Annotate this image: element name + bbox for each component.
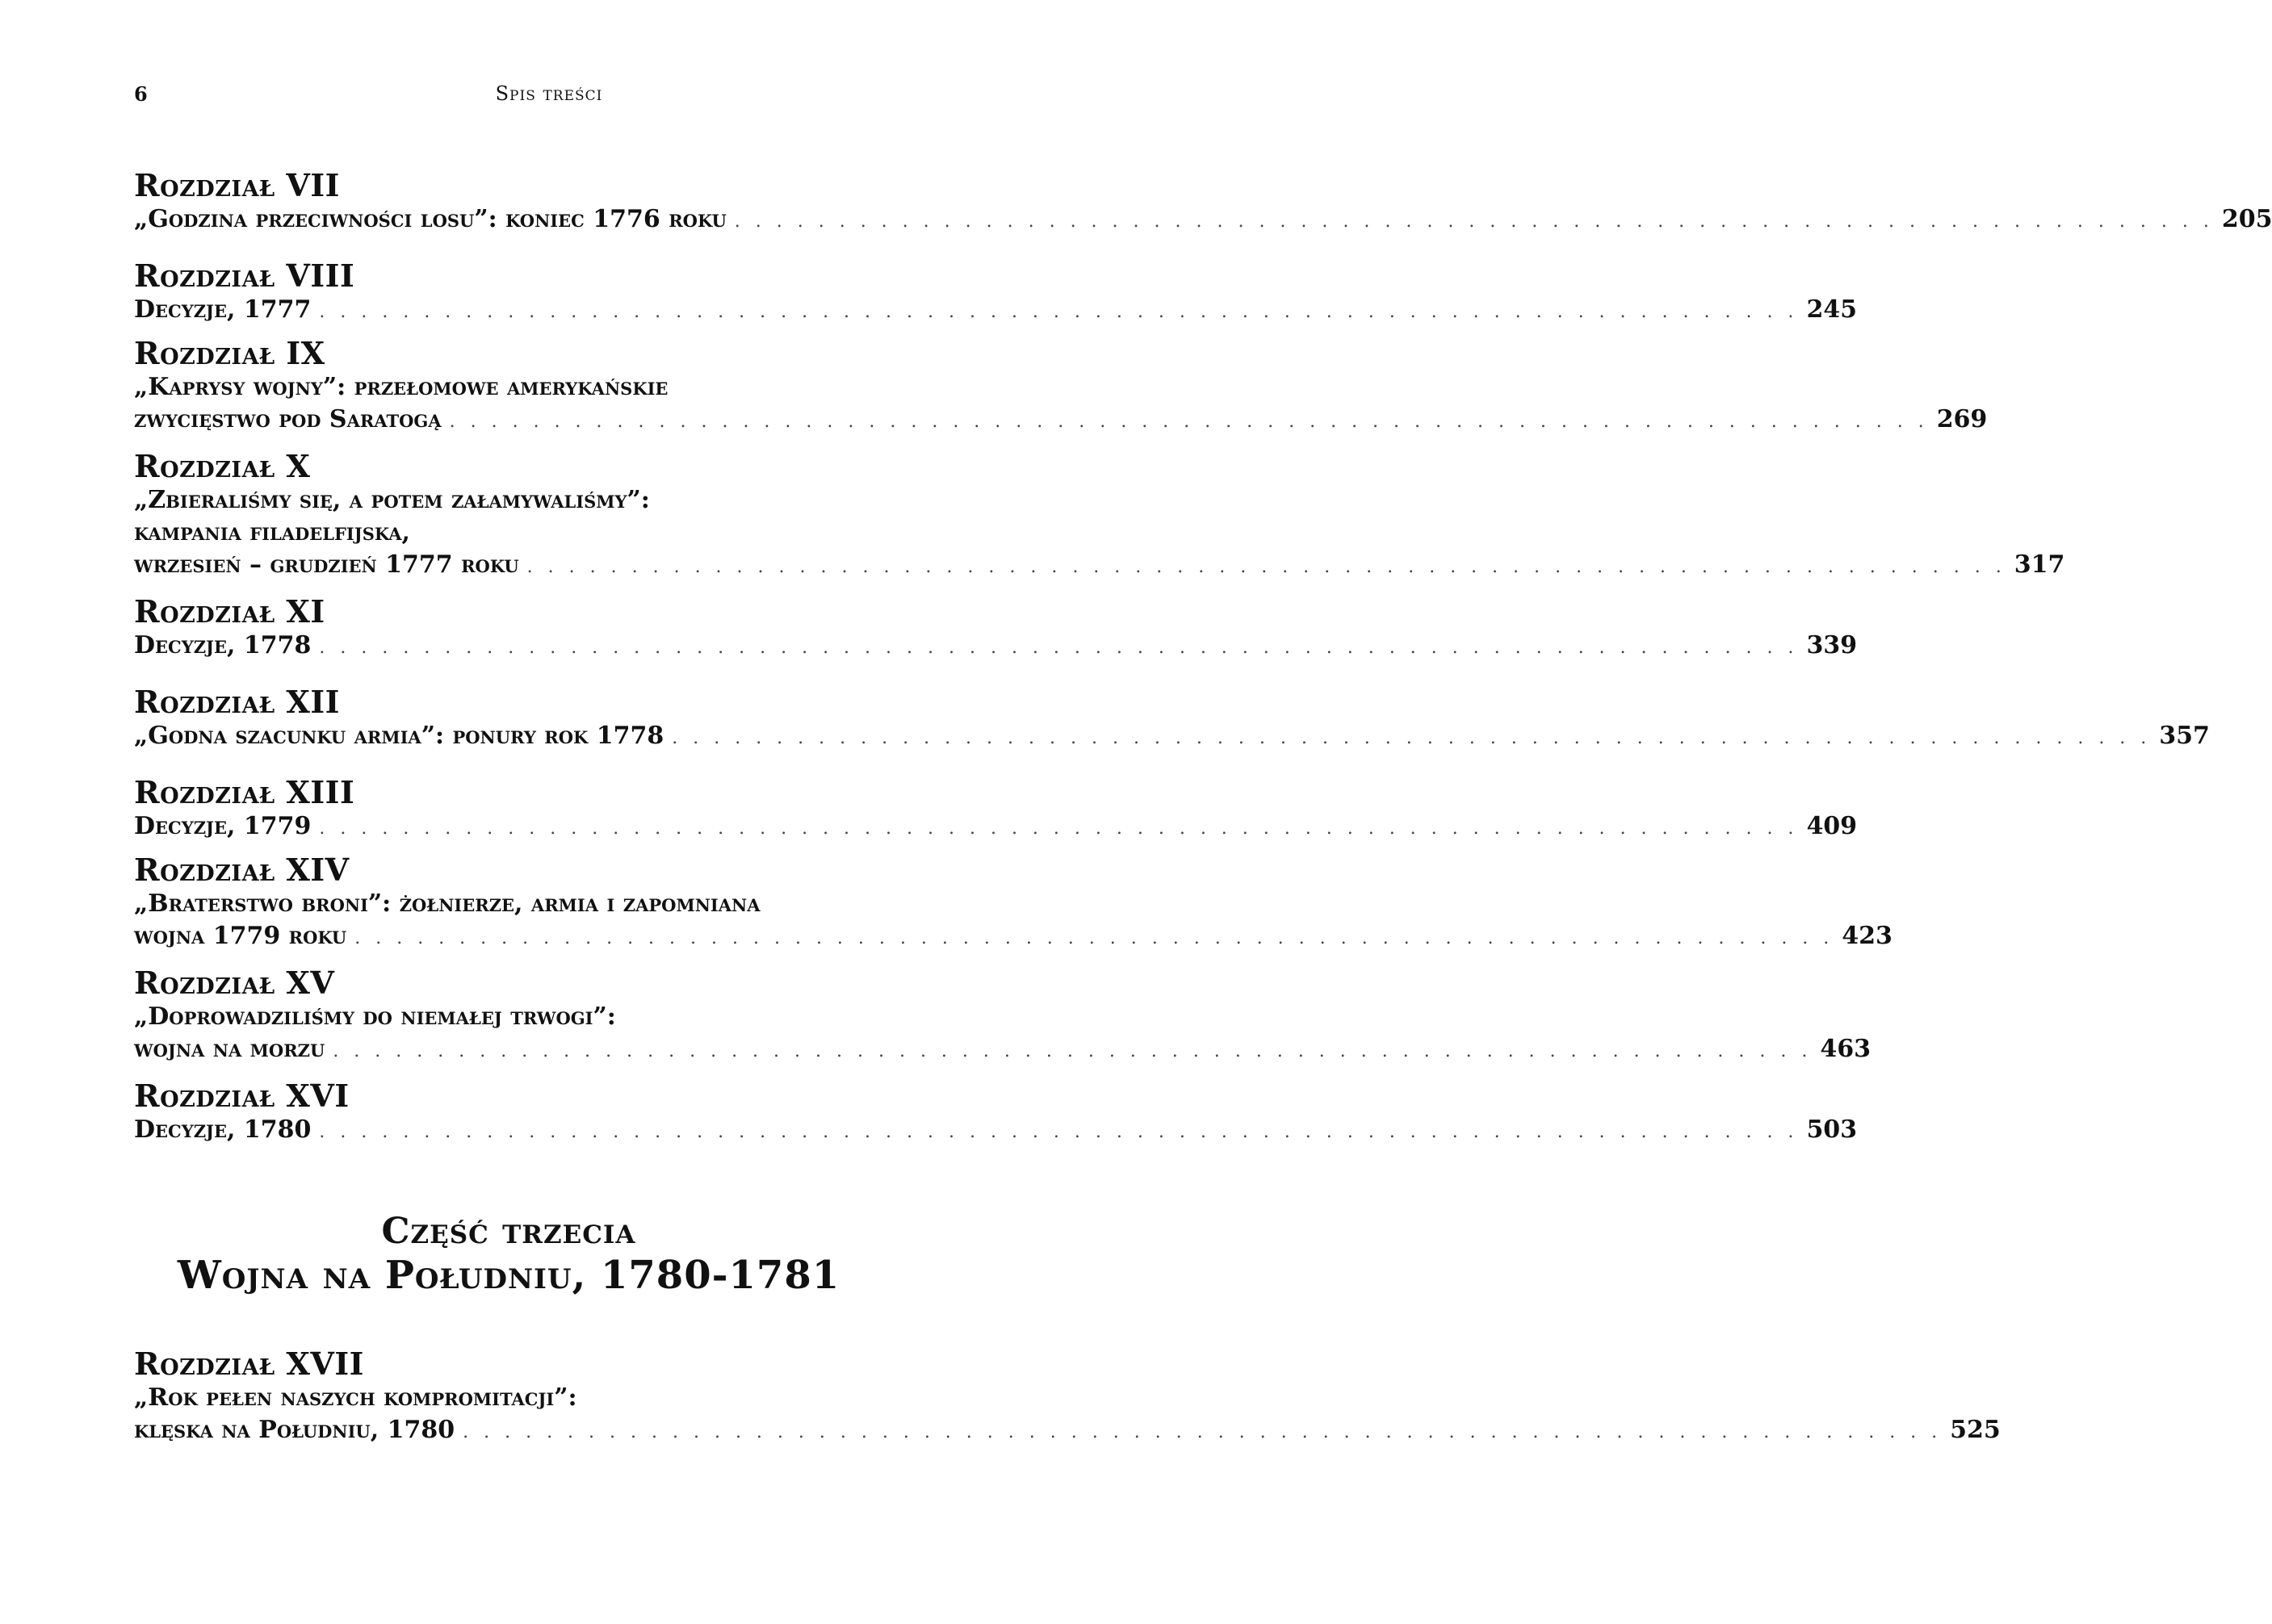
toc-entry	[134, 1078, 1858, 1149]
chapter-title-last-line	[134, 920, 1893, 955]
chapter-number: Rozdział XII	[134, 684, 340, 720]
chapter-title-line	[134, 888, 951, 920]
chapter-number: Rozdział XVI	[134, 1078, 350, 1114]
dot-leader: . . . . . . . . . . . . . . . . . . . . . . . . . . . . . . . . . . . . . . . . . . . . . . . . . . . . . . . . . . . . . . . . . . . . . . .	[449, 412, 1929, 432]
dot-leader: . . . . . . . . . . . . . . . . . . . . . . . . . . . . . . . . . . . . . . . . . . . . . . . . . . . . . . . . . . . . . . . . . . . . . . .	[526, 557, 2006, 577]
chapter-title-last-line	[134, 630, 1858, 664]
page-reference: 525	[1950, 1416, 2001, 1444]
page-reference: 245	[1806, 295, 1858, 324]
part-label: Część trzecia	[381, 1211, 636, 1252]
page-reference: 339	[1806, 631, 1858, 659]
dot-leader: . . . . . . . . . . . . . . . . . . . . . . . . . . . . . . . . . . . . . . . . . . . . . . . . . . . . . . . . . . . . . . . . . . . . . . .	[319, 1122, 1799, 1142]
chapter-title-line	[134, 484, 951, 517]
chapter-title-text: wojna 1779 roku	[134, 922, 347, 950]
chapter-title-line	[134, 371, 951, 404]
toc-entry	[134, 335, 1988, 438]
chapter-number: Rozdział XIV	[134, 852, 350, 888]
page-reference: 205	[2221, 205, 2272, 233]
toc-entry	[134, 593, 1858, 664]
chapter-title-text: kampania filadelfijska,	[134, 518, 410, 546]
dot-leader: . . . . . . . . . . . . . . . . . . . . . . . . . . . . . . . . . . . . . . . . . . . . . . . . . . . . . . . . . . . . . . . . . . . . . . .	[333, 1041, 1813, 1061]
page-reference: 317	[2014, 550, 2065, 579]
dot-leader: . . . . . . . . . . . . . . . . . . . . . . . . . . . . . . . . . . . . . . . . . . . . . . . . . . . . . . . . . . . . . . . . . . . . . . .	[319, 818, 1799, 839]
chapter-number: Rozdział XI	[134, 593, 325, 630]
dot-leader: . . . . . . . . . . . . . . . . . . . . . . . . . . . . . . . . . . . . . . . . . . . . . . . . . . . . . . . . . . . . . . . . . . . . . . .	[354, 928, 1834, 948]
chapter-title-text: „Rok pełen naszych kompromitacji”:	[134, 1383, 577, 1412]
chapter-title-text: „Doprowadziliśmy do niemałej trwogi”:	[134, 1002, 616, 1031]
chapter-title-text: Decyzje, 1777	[134, 295, 312, 324]
chapter-title-last-line	[134, 404, 1988, 438]
toc-entry	[134, 1346, 2001, 1449]
chapter-title-line	[134, 517, 951, 549]
chapter-title-text: wrzesień – grudzień 1777 roku	[134, 550, 519, 579]
dot-leader: . . . . . . . . . . . . . . . . . . . . . . . . . . . . . . . . . . . . . . . . . . . . . . . . . . . . . . . . . . . . . . . . . . . . . . .	[672, 728, 2152, 748]
chapter-number: Rozdział XIII	[134, 774, 355, 810]
chapter-title-last-line	[134, 1033, 1871, 1068]
chapter-number: Rozdział XVII	[134, 1346, 364, 1382]
page-reference: 423	[1842, 922, 1893, 950]
dot-leader: . . . . . . . . . . . . . . . . . . . . . . . . . . . . . . . . . . . . . . . . . . . . . . . . . . . . . . . . . . . . . . . . . . . . . . .	[734, 211, 2214, 232]
page-reference: 357	[2159, 722, 2210, 750]
chapter-number: Rozdział X	[134, 448, 311, 484]
toc-entry	[134, 167, 2272, 238]
dot-leader: . . . . . . . . . . . . . . . . . . . . . . . . . . . . . . . . . . . . . . . . . . . . . . . . . . . . . . . . . . . . . . . . . . . . . . .	[319, 638, 1799, 658]
chapter-title-last-line	[134, 1414, 2001, 1449]
chapter-number: Rozdział XV	[134, 965, 335, 1001]
toc-entry	[134, 684, 2210, 755]
chapter-title-text: „Kaprysy wojny”: przełomowe amerykańskie	[134, 373, 669, 401]
chapter-number: Rozdział VII	[134, 167, 340, 203]
chapter-title-text: Decyzje, 1778	[134, 631, 312, 659]
chapter-title-last-line	[134, 294, 1858, 329]
page-reference: 463	[1820, 1035, 1871, 1063]
chapter-number: Rozdział IX	[134, 335, 325, 371]
chapter-title-line	[134, 1382, 951, 1414]
dot-leader: . . . . . . . . . . . . . . . . . . . . . . . . . . . . . . . . . . . . . . . . . . . . . . . . . . . . . . . . . . . . . . . . . . . . . . .	[319, 302, 1799, 322]
chapter-title-last-line	[134, 1114, 1858, 1149]
chapter-number: Rozdział VIII	[134, 257, 355, 294]
dot-leader: . . . . . . . . . . . . . . . . . . . . . . . . . . . . . . . . . . . . . . . . . . . . . . . . . . . . . . . . . . . . . . . . . . . . . . .	[463, 1422, 1943, 1442]
toc-entry	[134, 774, 1858, 845]
chapter-title-text: zwycięstwo pod Saratogą	[134, 405, 442, 433]
chapter-title-text: wojna na morzu	[134, 1035, 325, 1063]
toc-entry	[134, 852, 1893, 955]
chapter-title-last-line	[134, 720, 2210, 755]
page-reference: 503	[1806, 1115, 1858, 1144]
chapter-title-text: „Godzina przeciwności losu”: koniec 1776 roku	[134, 205, 727, 233]
toc-entry	[134, 448, 2065, 584]
chapter-title-text: Decyzje, 1780	[134, 1115, 312, 1144]
chapter-title-last-line	[134, 203, 2272, 238]
toc-entry	[134, 965, 1871, 1068]
chapter-title-text: „Zbieraliśmy się, a potem załamywaliśmy”:	[134, 486, 650, 514]
page-number: 6	[134, 82, 148, 106]
chapter-title-text: „Braterstwo broni”: żołnierze, armia i zapomniana	[134, 889, 761, 918]
toc-entry	[134, 257, 1858, 329]
page-reference: 269	[1936, 405, 1988, 433]
running-head: Spis treści	[495, 82, 603, 105]
chapter-title-last-line	[134, 549, 2065, 584]
chapter-title-text: Decyzje, 1779	[134, 812, 312, 840]
page-reference: 409	[1806, 812, 1858, 840]
part-title: Wojna na Południu, 1780-1781	[177, 1253, 840, 1298]
chapter-title-text: klęska na Południu, 1780	[134, 1416, 455, 1444]
chapter-title-last-line	[134, 810, 1858, 845]
chapter-title-line	[134, 1001, 951, 1033]
chapter-title-text: „Godna szacunku armia”: ponury rok 1778	[134, 722, 664, 750]
